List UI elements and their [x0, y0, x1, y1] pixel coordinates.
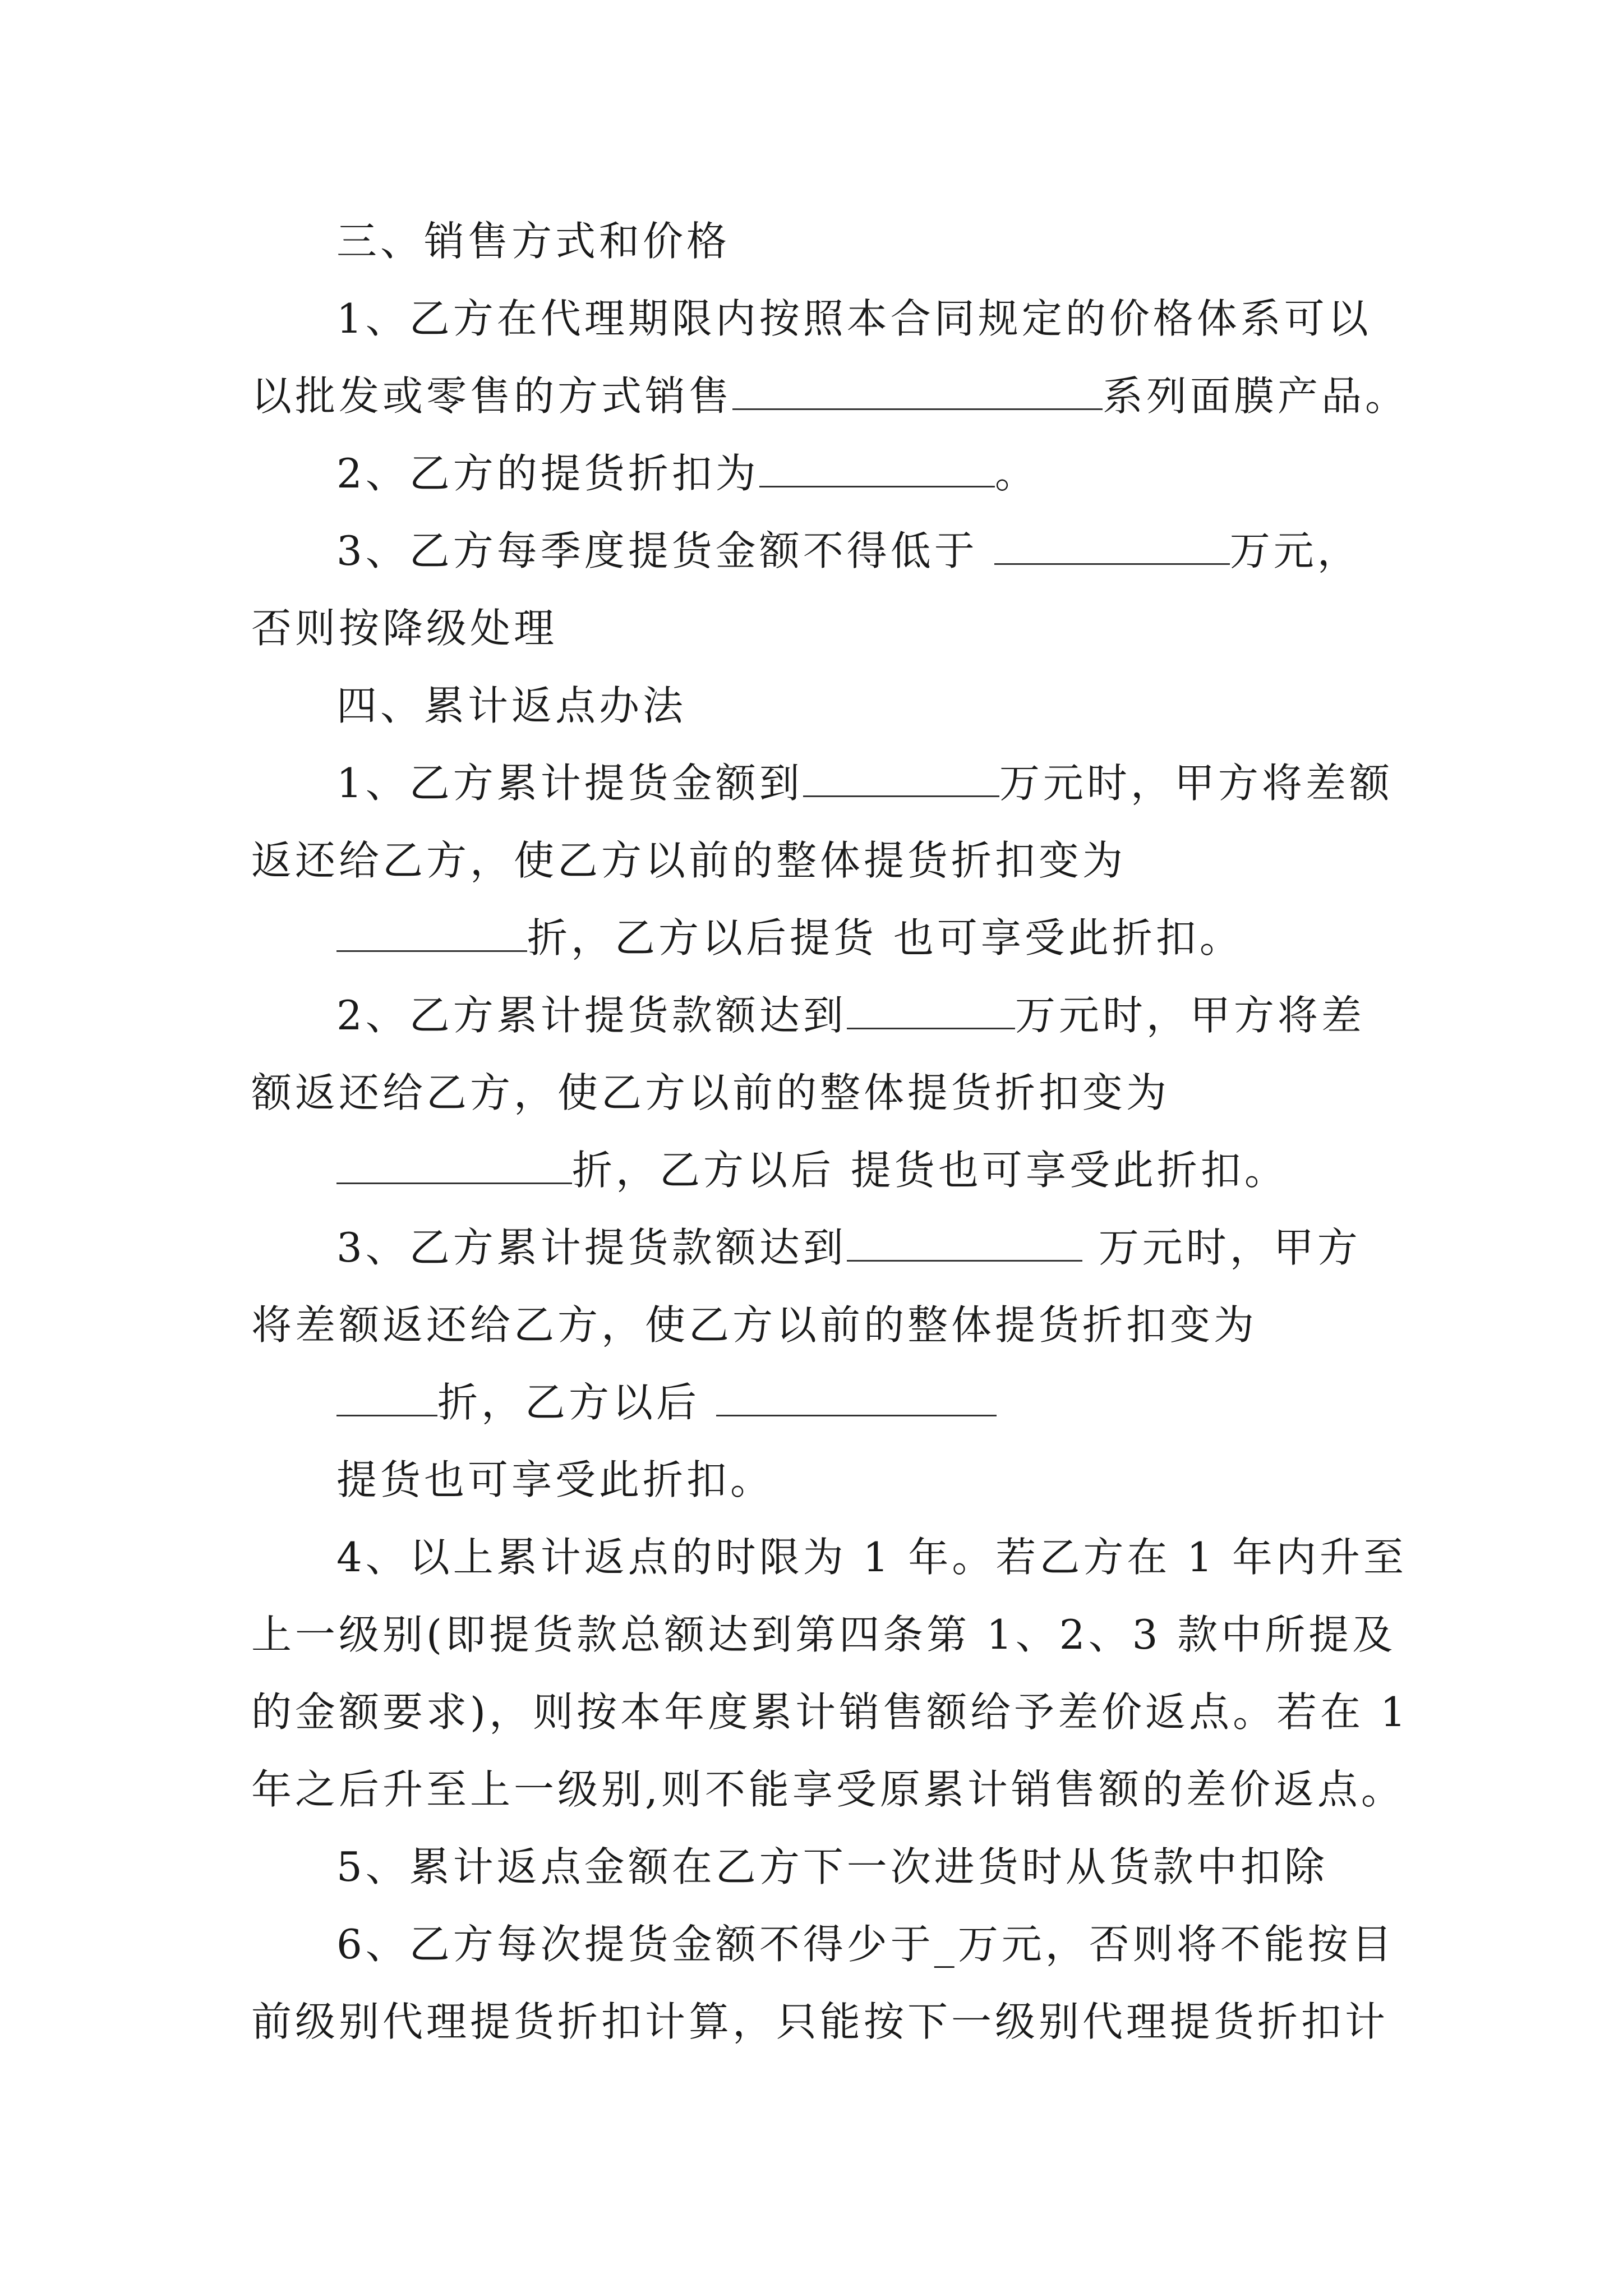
fill-blank-rebate-discount-2[interactable]: [336, 1143, 572, 1184]
fill-blank-rebate-discount-3[interactable]: [336, 1375, 437, 1416]
clause-4-1-line-3: 折，乙方以后提货 也可享受此折扣。: [336, 910, 1243, 966]
clause-3-1-line-1: 1、乙方在代理期限内按照本合同规定的价格体系可以: [336, 295, 1372, 342]
fill-blank-rebate-amount-1[interactable]: [803, 756, 999, 797]
clause-3-2: 2、乙方的提货折扣为 。: [336, 445, 1039, 501]
clause-4-6-line-2: 前级别代理提货折扣计算，只能按下一级别代理提货折扣计: [251, 1998, 1389, 2045]
fill-blank-quarterly-amount[interactable]: [994, 524, 1230, 565]
clause-4-3-line-4: 提货也可享受此折扣。: [336, 1456, 774, 1503]
clause-4-4-line-4: 年之后升至上一级别,则不能享受原累计销售额的差价返点。: [251, 1766, 1405, 1813]
clause-4-4-line-2: 上一级别(即提货款总额达到第四条第 1、2、3 款中所提及: [251, 1611, 1396, 1658]
clause-4-6-line-1: 6、乙方每次提货金额不得少于_万元，否则将不能按目: [336, 1921, 1395, 1968]
clause-4-3-line-3: 折，乙方以后: [336, 1374, 997, 1430]
fill-blank-trailing[interactable]: [716, 1375, 997, 1416]
clause-3-3-line-2: 否则按降级处理: [251, 605, 558, 652]
clause-4-1-line-2: 返还给乙方，使乙方以前的整体提货折扣变为: [251, 837, 1127, 884]
fill-blank-discount[interactable]: [759, 447, 995, 487]
clause-3-1-line-2: 以批发或零售的方式销售 系列面膜产品。: [251, 368, 1409, 424]
section-heading-sales: 三、销售方式和价格: [336, 218, 731, 265]
clause-4-5: 5、累计返点金额在乙方下一次进货时从货款中扣除: [336, 1843, 1328, 1890]
clause-4-3-line-1: 3、乙方累计提货款额达到 万元时，甲方: [336, 1220, 1361, 1276]
clause-4-2-line-3: 折，乙方以后 提货也可享受此折扣。: [336, 1142, 1288, 1198]
clause-4-2-line-1: 2、乙方累计提货款额达到 万元时，甲方将差: [336, 987, 1365, 1043]
clause-4-4-line-1: 4、以上累计返点的时限为 1 年。若乙方在 1 年内升至: [336, 1534, 1407, 1581]
fill-blank-product-series[interactable]: [732, 369, 1103, 410]
clause-3-3-line-1: 3、乙方每季度提货金额不得低于 万元，: [336, 523, 1361, 579]
fill-blank-rebate-discount-1[interactable]: [336, 911, 527, 952]
section-heading-rebate: 四、累计返点办法: [336, 682, 687, 729]
clause-4-3-line-2: 将差额返还给乙方，使乙方以前的整体提货折扣变为: [251, 1301, 1258, 1349]
fill-blank-rebate-amount-3[interactable]: [847, 1221, 1082, 1262]
clause-4-2-line-2: 额返还给乙方，使乙方以前的整体提货折扣变为: [251, 1069, 1170, 1116]
clause-4-4-line-3: 的金额要求)，则按本年度累计销售额给予差价返点。若在 1: [251, 1688, 1409, 1736]
fill-blank-rebate-amount-2[interactable]: [847, 988, 1015, 1029]
clause-4-1-line-1: 1、乙方累计提货金额到 万元时，甲方将差额: [336, 755, 1393, 811]
